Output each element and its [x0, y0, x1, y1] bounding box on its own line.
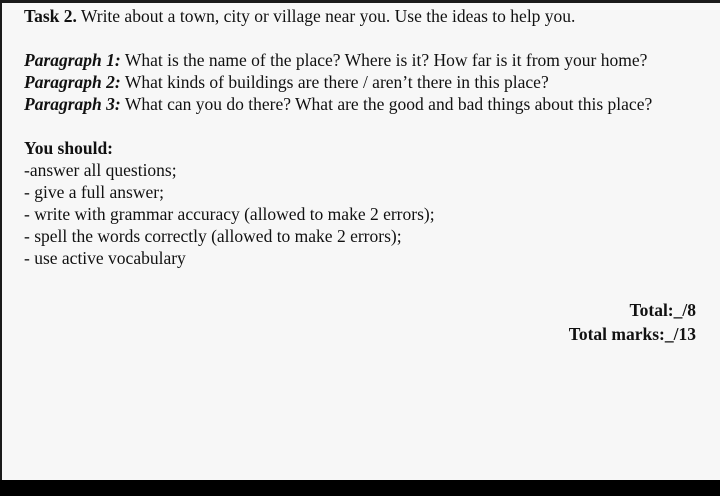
requirement-item: - give a full answer; [24, 182, 164, 202]
spacer [24, 27, 704, 49]
paragraph-2-prompt [24, 71, 704, 93]
paragraph-2-label: Paragraph 2: [24, 72, 121, 92]
total-score: Total:_/8 [629, 300, 696, 320]
paragraph-3-label: Paragraph 3: [24, 94, 121, 114]
task-content [24, 5, 704, 269]
requirements-heading: You should: [24, 138, 114, 158]
page-top-border [0, 0, 720, 3]
paragraph-3-prompt [24, 93, 679, 115]
spacer [24, 115, 704, 137]
requirement-item: - use active vocabulary [24, 248, 186, 268]
paragraph-2-text: What kinds of buildings are there / aren’t there in this place? [124, 72, 549, 92]
marks-summary [569, 298, 696, 346]
paragraph-1-text: What is the name of the place? Where is it? How far is it from your home? [124, 50, 648, 70]
total-marks-score: Total marks:_/13 [568, 324, 696, 344]
requirement-item: -answer all questions; [24, 160, 177, 180]
paragraph-3-text: What can you do there? What are the good and bad things about this place? [124, 94, 653, 114]
paragraph-1-label: Paragraph 1: [24, 50, 121, 70]
task-text: Write about a town, city or village near you. Use the ideas to help you. [80, 6, 576, 26]
paragraph-1-prompt [24, 49, 704, 71]
page-left-border [0, 0, 2, 480]
task-instruction [24, 5, 704, 27]
requirement-item: - spell the words correctly (allowed to make 2 errors); [24, 226, 402, 246]
requirement-item: - write with grammar accuracy (allowed to make 2 errors); [24, 204, 435, 224]
task-label: Task 2. [24, 6, 77, 26]
